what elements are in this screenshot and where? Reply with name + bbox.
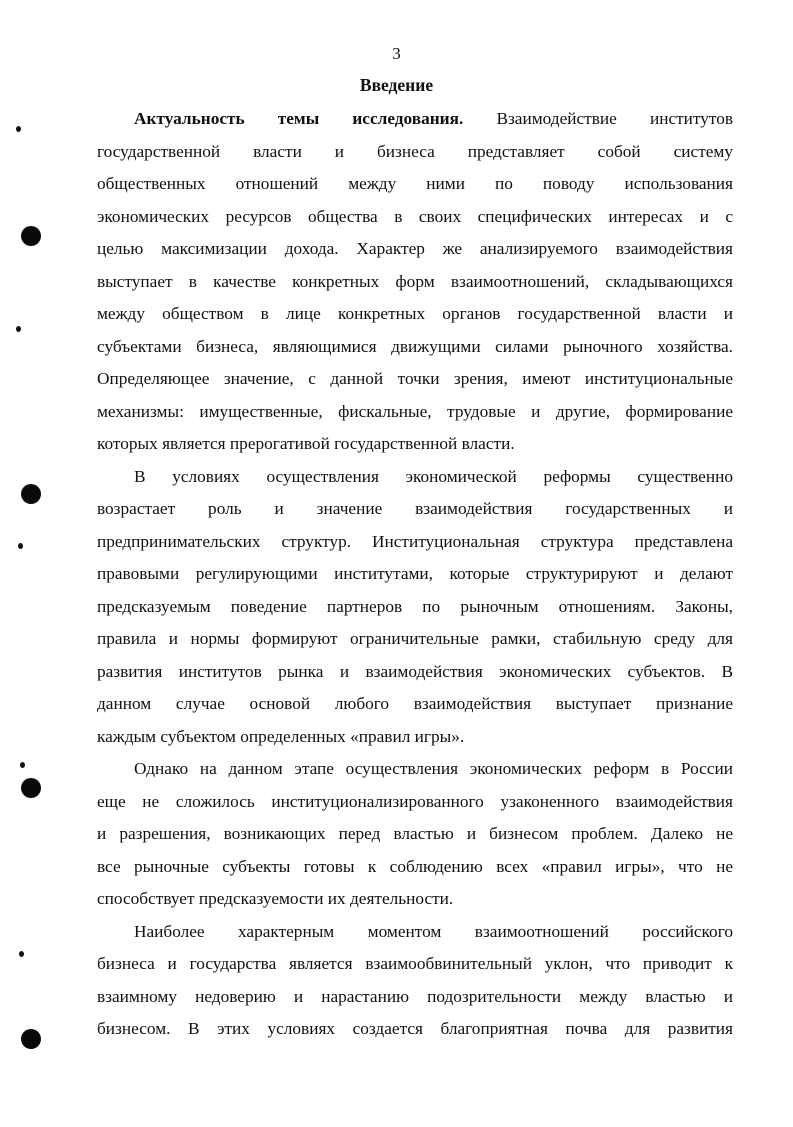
text-line: выступает в качестве конкретных форм взаимоотношений, складывающихся (97, 271, 733, 291)
text-line: возрастает роль и значение взаимодействия государственных и (97, 499, 733, 518)
text-line: В условиях осуществления экономической реформы существенно (134, 466, 733, 486)
section-heading: Введение (359, 75, 434, 95)
text-line: целью максимизации дохода. Характер же анализируемого взаимодействия (97, 239, 733, 258)
punch-hole (21, 778, 41, 798)
text-line: способствует предсказуемости их деятельности. (97, 889, 454, 908)
paragraph (97, 916, 733, 1046)
punch-hole (21, 226, 41, 246)
paragraph (97, 103, 733, 461)
text-line: предсказуемым поведение партнеров по рыночным отношениям. Законы, (97, 596, 733, 616)
text-line: правила и нормы формируют ограничительные рамки, стабильную среду для (97, 629, 733, 648)
text-line: бизнеса и государства является взаимообвинительный уклон, что приводит к (97, 954, 733, 973)
text-line: общественных отношений между ними по поводу использования (97, 174, 733, 193)
text-line: все рыночные субъекты готовы к соблюдению всех «правил игры», что не (97, 856, 733, 876)
text-line: которых является прерогативой государственной власти. (97, 434, 515, 453)
text-line: Наиболее характерным моментом взаимоотношений российского (134, 921, 733, 941)
text-line: еще не сложилось институционализированного узаконенного взаимодействия (97, 791, 733, 811)
text-line: взаимному недоверию и нарастанию подозрительности между властью и (97, 986, 733, 1006)
document-body (97, 103, 733, 1046)
text-line: правовыми регулирующими институтами, которые структурируют и делают (97, 564, 733, 583)
scan-speck (16, 326, 21, 332)
page-number: 3 (392, 44, 401, 63)
punch-hole (21, 1029, 41, 1049)
scan-speck (16, 126, 21, 132)
text-line: экономических ресурсов общества в своих специфических интересах и с (97, 206, 733, 226)
text-line: предпринимательских структур. Институциональная структура представлена (97, 531, 733, 551)
scan-speck (20, 762, 25, 768)
paragraph (97, 753, 733, 916)
scan-speck (19, 951, 24, 957)
line-text: Взаимодействие институтов (463, 109, 733, 128)
text-line: данном случае основой любого взаимодействия выступает признание (97, 694, 733, 713)
bold-lead: Актуальность темы исследования. (134, 109, 464, 128)
paragraph (97, 461, 733, 754)
text-line (97, 103, 733, 136)
text-line: бизнесом. В этих условиях создается благоприятная почва для развития (97, 1019, 733, 1038)
text-line: и разрешения, возникающих перед властью и бизнесом проблем. Далеко не (97, 824, 733, 843)
text-line: субъектами бизнеса, являющимися движущими силами рыночного хозяйства. (97, 336, 733, 356)
text-line: государственной власти и бизнеса представляет собой систему (97, 141, 733, 161)
text-line: Определяющее значение, с данной точки зрения, имеют институциональные (97, 369, 733, 388)
scan-speck (18, 543, 23, 549)
punch-hole (21, 484, 41, 504)
text-line: развития институтов рынка и взаимодействия экономических субъектов. В (97, 661, 733, 681)
text-line: механизмы: имущественные, фискальные, трудовые и другие, формирование (97, 401, 733, 421)
text-line: между обществом в лице конкретных органов государственной власти и (97, 304, 733, 323)
text-line: каждым субъектом определенных «правил игры». (97, 726, 465, 746)
text-line: Однако на данном этапе осуществления экономических реформ в России (134, 759, 733, 778)
